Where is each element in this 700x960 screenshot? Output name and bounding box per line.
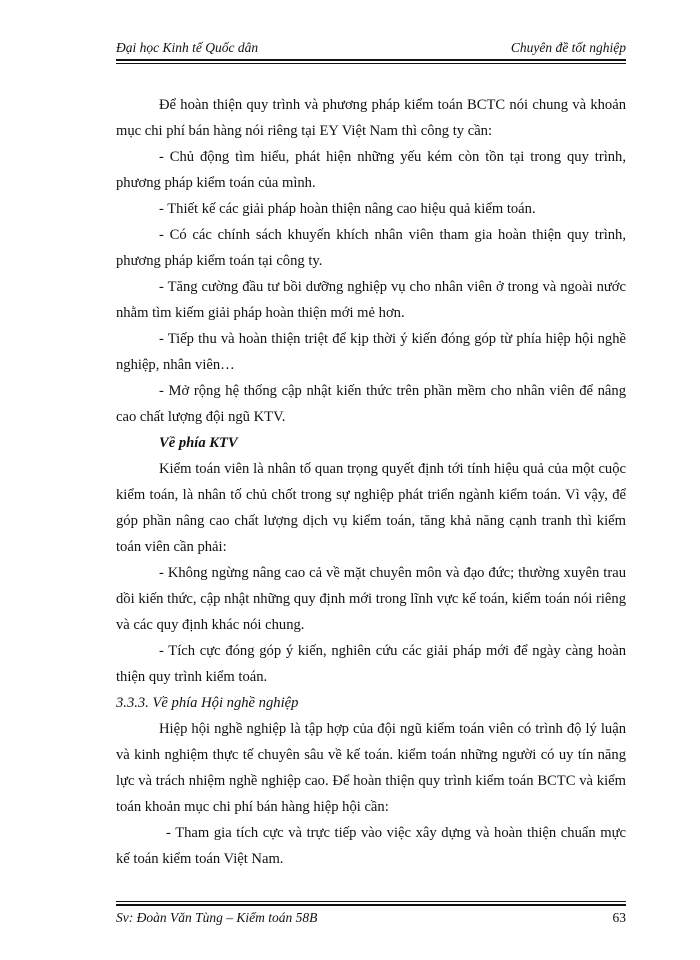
page-body	[116, 92, 626, 872]
footer-divider-thin	[116, 901, 626, 902]
section-heading: 3.3.3. Về phía Hội nghề nghiệp	[116, 695, 299, 711]
ktv-intro-paragraph: Kiểm toán viên là nhân tố quan trọng quyết định tới tính hiệu quả của một cuộc kiểm toán, là nhân tố chủ chốt trong sự nghiệp phát triển ngành kiểm toán. Vì vậy, để góp phần nâng cao chất lượng dịch vụ kiểm toán, tăng khả năng cạnh tranh thì kiểm toán viên cần phải:	[116, 461, 626, 555]
company-item: - Tăng cường đầu tư bồi dưỡng nghiệp vụ cho nhân viên ở trong và ngoài nước nhằm tìm kiếm giải pháp hoàn thiện mới mẻ hơn.	[116, 279, 626, 321]
page-number: 63	[612, 910, 626, 925]
company-item: - Tiếp thu và hoàn thiện triệt để kịp thời ý kiến đóng góp từ phía hiệp hội nghề nghiệp, nhân viên…	[116, 331, 626, 373]
header-university: Đại học Kinh tế Quốc dân	[116, 40, 259, 55]
page-header	[116, 38, 626, 60]
association-intro-paragraph: Hiệp hội nghề nghiệp là tập hợp của đội ngũ kiểm toán viên có trình độ lý luận và kinh nghiệm thực tế chuyên sâu về kế toán. kiểm toán những người có uy tín năng lực và trách nhiệm nghề nghiệp cao. Để hoàn thiện quy trình kiểm toán BCTC và kiểm toán khoản mục chi phí bán hàng hiệp hội cần:	[116, 721, 626, 815]
header-document-type: Chuyên đề tốt nghiệp	[510, 40, 626, 55]
page-footer	[116, 908, 626, 930]
footer-author: Sv: Đoàn Văn Tùng – Kiểm toán 58B	[116, 910, 318, 925]
company-item: - Thiết kế các giải pháp hoàn thiện nâng cao hiệu quả kiểm toán.	[159, 201, 536, 217]
company-item: - Có các chính sách khuyến khích nhân viên tham gia hoàn thiện quy trình, phương pháp kiểm toán tại công ty.	[116, 227, 626, 269]
company-item: - Mở rộng hệ thống cập nhật kiến thức trên phần mềm cho nhân viên để nâng cao chất lượng đội ngũ KTV.	[116, 383, 626, 425]
header-divider	[116, 59, 626, 61]
footer-divider	[116, 904, 626, 906]
ktv-item: - Không ngừng nâng cao cả về mặt chuyên môn và đạo đức; thường xuyên trau dồi kiến thức, cập nhật những quy định mới trong lĩnh vực kế toán, kiểm toán nói riêng và các quy định khác nói chung.	[116, 565, 626, 633]
ktv-item: - Tích cực đóng góp ý kiến, nghiên cứu các giải pháp mới để ngày càng hoàn thiện quy trình kiểm toán.	[116, 643, 626, 685]
association-item: - Tham gia tích cực và trực tiếp vào việc xây dựng và hoàn thiện chuẩn mực kế toán kiểm toán Việt Nam.	[116, 825, 626, 867]
header-divider-thin	[116, 63, 626, 64]
intro-paragraph: Để hoàn thiện quy trình và phương pháp kiểm toán BCTC nói chung và khoản mục chi phí bán hàng nói riêng tại EY Việt Nam thì công ty cần:	[116, 97, 626, 139]
ktv-heading: Về phía KTV	[159, 435, 238, 451]
company-item: - Chủ động tìm hiểu, phát hiện những yếu kém còn tồn tại trong quy trình, phương pháp kiểm toán của mình.	[116, 149, 626, 191]
